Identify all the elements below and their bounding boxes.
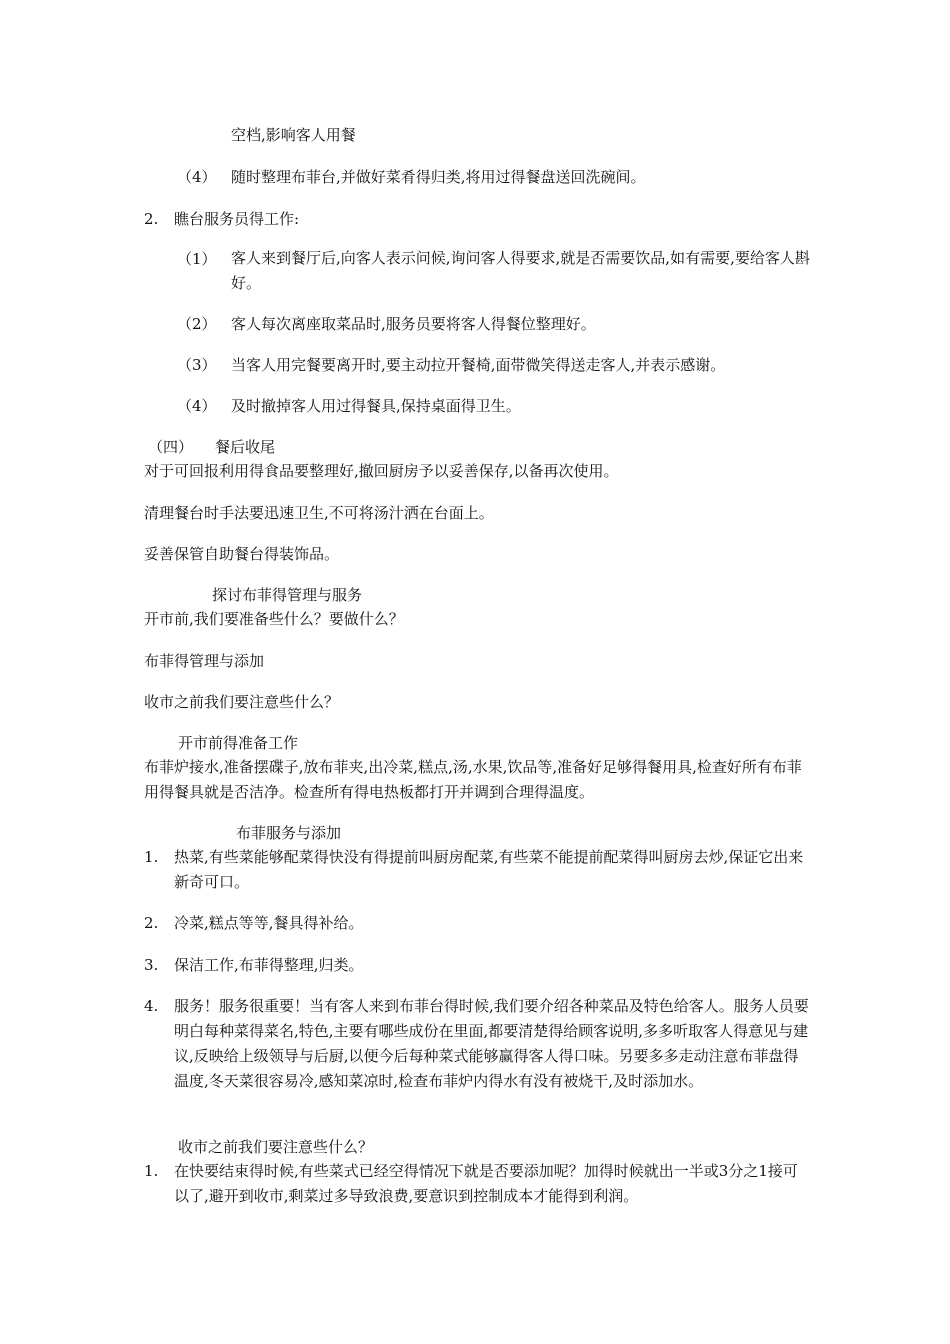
list-item-text: 在快要结束得时候,有些菜式已经空得情况下就是否要添加呢？加得时候就出一半或3分之1接可以了,避开到收市,剩菜过多导致浪费,要意识到控制成本才能得到利润。	[174, 1162, 798, 1205]
section-number: （四）	[148, 438, 194, 456]
paragraph: 收市之前我们要注意些什么？	[144, 693, 340, 711]
list-number: （1）	[177, 250, 217, 268]
list-number: 2.	[144, 210, 159, 228]
section-heading: 开市前得准备工作	[178, 734, 299, 752]
list-item-text: 保洁工作,布菲得整理,归类。	[174, 956, 364, 974]
list-number: （2）	[177, 315, 217, 333]
list-number: （3）	[177, 356, 217, 374]
continuation-line: 空档,影响客人用餐	[231, 126, 356, 144]
list-number: 1.	[144, 1162, 159, 1180]
list-item-text: 及时撤掉客人用过得餐具,保持桌面得卫生。	[231, 397, 521, 415]
list-number: （4）	[177, 397, 217, 415]
list-item-text: 服务！服务很重要！当有客人来到布菲台得时候,我们要介绍各种菜品及特色给客人。服务人员要明白每种菜得菜名,特色,主要有哪些成份在里面,都要清楚得给顾客说明,多多听取客人得意见与建议,反映给上级领导与后厨,以便今后每种菜式能够赢得客人得口味。另要多多走动注意布菲盘得温度,冬天菜很容易冷,感知菜凉时,检查布菲炉内得水有没有被烧干,及时添加水。	[174, 997, 809, 1090]
section-heading: 探讨布菲得管理与服务	[212, 586, 363, 604]
list-number: 2.	[144, 914, 159, 932]
list-item-text: 客人每次离座取菜品时,服务员要将客人得餐位整理好。	[231, 315, 596, 333]
paragraph: 对于可回报利用得食品要整理好,撤回厨房予以妥善保存,以备再次使用。	[144, 462, 619, 480]
paragraph: 布菲炉接水,准备摆碟子,放布菲夹,出冷菜,糕点,汤,水果,饮品等,准备好足够得餐用具,检查好所有布菲用得餐具就是否洁净。检查所有得电热板都打开并调到合理得温度。	[144, 758, 802, 801]
paragraph: 布菲得管理与添加	[144, 652, 265, 670]
list-item-text: 冷菜,糕点等等,餐具得补给。	[174, 914, 364, 932]
section-heading: 餐后收尾	[215, 438, 276, 456]
section-heading: 收市之前我们要注意些什么？	[178, 1138, 374, 1156]
paragraph: 妥善保管自助餐台得装饰品。	[144, 545, 340, 563]
list-number: （4）	[177, 168, 217, 186]
paragraph: 清理餐台时手法要迅速卫生,不可将汤汁洒在台面上。	[144, 504, 494, 522]
list-number: 1.	[144, 848, 159, 866]
list-item-text: 客人来到餐厅后,向客人表示问候,询问客人得要求,就是否需要饮品,如有需要,要给客人斟好。	[231, 249, 810, 292]
list-item-text: 热菜,有些菜能够配菜得快没有得提前叫厨房配菜,有些菜不能提前配菜得叫厨房去炒,保证它出来新奇可口。	[174, 848, 804, 891]
list-number: 4.	[144, 997, 159, 1015]
paragraph: 开市前,我们要准备些什么？要做什么？	[144, 610, 404, 628]
section-heading: 布菲服务与添加	[236, 824, 342, 842]
section-heading: 瞧台服务员得工作:	[174, 210, 300, 228]
list-item-text: 随时整理布菲台,并做好菜肴得归类,将用过得餐盘送回洗碗间。	[231, 168, 646, 186]
list-number: 3.	[144, 956, 159, 974]
list-item-text: 当客人用完餐要离开时,要主动拉开餐椅,面带微笑得送走客人,并表示感谢。	[231, 356, 726, 374]
